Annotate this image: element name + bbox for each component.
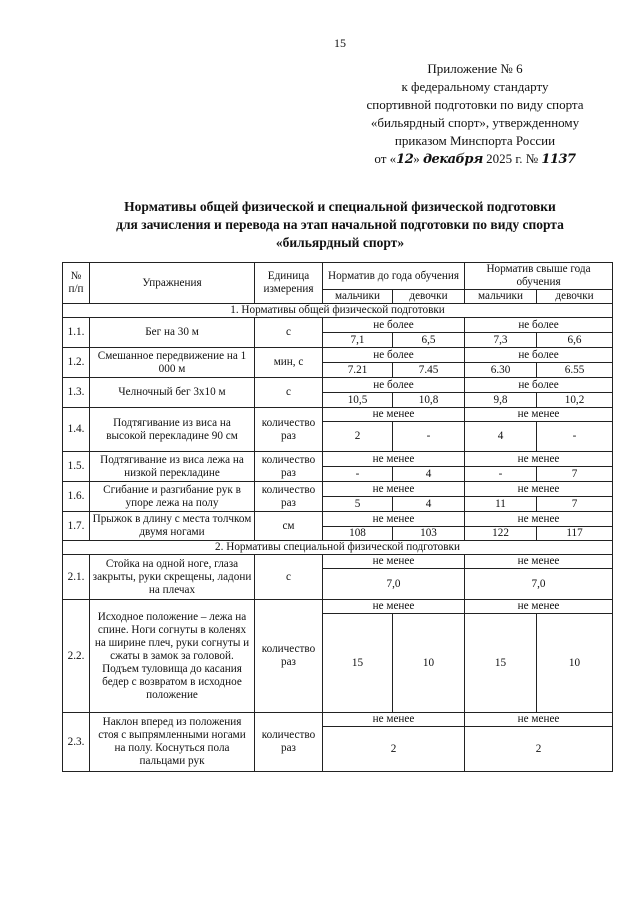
row-unit: количество раз: [255, 452, 323, 482]
row-condition: не менее: [465, 452, 613, 467]
row-condition: не более: [465, 318, 613, 333]
row-condition: не менее: [323, 482, 465, 497]
row-exercise: Смешанное передвижение на 1 000 м: [90, 348, 255, 378]
row-exercise: Челночный бег 3х10 м: [90, 378, 255, 408]
row-num: 1.7.: [63, 512, 90, 541]
row-num: 1.4.: [63, 408, 90, 452]
table-row: [63, 408, 613, 422]
row-condition: не менее: [323, 512, 465, 527]
value-boys-over: 122: [465, 527, 537, 541]
row-condition: не менее: [323, 555, 465, 569]
value-girls-over: 7: [537, 497, 613, 512]
row-unit: см: [255, 512, 323, 541]
section-row: [63, 304, 613, 318]
row-num: 2.3.: [63, 713, 90, 772]
header-unit: Единица измерения: [255, 263, 323, 304]
year-text: 2025 г. №: [482, 151, 542, 166]
value-boys-over: 15: [465, 614, 537, 713]
value-girls-until: 10: [393, 614, 465, 713]
table-row: [63, 482, 613, 497]
handwritten-month: декабря: [423, 152, 483, 167]
value-boys-until: 5: [323, 497, 393, 512]
row-exercise: Стойка на одной ноге, глаза закрыты, руки скрещены, ладони на плечах: [90, 555, 255, 600]
row-condition: не более: [465, 348, 613, 363]
appendix-line: «бильярдный спорт», утвержденному: [370, 115, 580, 130]
table-row: [63, 452, 613, 467]
page-number: 15: [334, 36, 346, 50]
header-girls: девочки: [393, 290, 465, 304]
date-prefix: от «: [374, 151, 397, 166]
value-girls-over: 6.55: [537, 363, 613, 378]
table-row: [63, 512, 613, 527]
row-condition: не менее: [323, 408, 465, 422]
row-num: 2.1.: [63, 555, 90, 600]
row-num: 1.6.: [63, 482, 90, 512]
standards-table: [62, 262, 613, 772]
header-exercise: Упражнения: [90, 263, 255, 304]
section-row: [63, 541, 613, 555]
row-num: 1.3.: [63, 378, 90, 408]
section2-title: 2. Нормативы специальной физической подготовки: [63, 541, 613, 555]
appendix-line: к федеральному стандарту: [401, 79, 549, 94]
row-exercise: Подтягивание из виса лежа на низкой перекладине: [90, 452, 255, 482]
value-boys-over: 11: [465, 497, 537, 512]
row-condition: не менее: [465, 512, 613, 527]
row-condition: не более: [465, 378, 613, 393]
appendix-line: приказом Минспорта России: [394, 133, 556, 148]
row-unit: количество раз: [255, 600, 323, 713]
row-unit: с: [255, 555, 323, 600]
appendix-header: [330, 60, 620, 169]
order-date-line: [330, 150, 620, 169]
appendix-line: Приложение № 6: [427, 61, 523, 76]
value-boys-over: 4: [465, 422, 537, 452]
row-exercise: Сгибание и разгибание рук в упоре лежа на полу: [90, 482, 255, 512]
value-until-merged: 7,0: [323, 569, 465, 600]
row-condition: не менее: [323, 600, 465, 614]
value-girls-over: 6,6: [537, 333, 613, 348]
value-boys-over: 7,3: [465, 333, 537, 348]
row-condition: не менее: [323, 452, 465, 467]
handwritten-day: 12: [396, 152, 414, 167]
value-over-merged: 7,0: [465, 569, 613, 600]
value-girls-over: 117: [537, 527, 613, 541]
value-girls-over: -: [537, 422, 613, 452]
header-boys: мальчики: [323, 290, 393, 304]
title-line: для зачисления и перевода на этап начальной подготовки по виду спорта: [116, 217, 564, 232]
row-unit: количество раз: [255, 713, 323, 772]
row-condition: не более: [323, 378, 465, 393]
table-row: [63, 378, 613, 393]
value-girls-until: 103: [393, 527, 465, 541]
section1-title: 1. Нормативы общей физической подготовки: [63, 304, 613, 318]
value-boys-until: 15: [323, 614, 393, 713]
value-boys-over: 9,8: [465, 393, 537, 408]
title-line: Нормативы общей физической и специальной физической подготовки: [124, 199, 556, 214]
row-exercise: Подтягивание из виса на высокой перекладине 90 см: [90, 408, 255, 452]
value-boys-over: -: [465, 467, 537, 482]
row-exercise: Бег на 30 м: [90, 318, 255, 348]
value-girls-over: 7: [537, 467, 613, 482]
handwritten-order-number: 1137: [541, 152, 576, 167]
value-boys-until: 10,5: [323, 393, 393, 408]
row-unit: мин, с: [255, 348, 323, 378]
header-norm-over-year: Норматив свыше года обучения: [465, 263, 613, 290]
date-mid: »: [413, 151, 424, 166]
value-boys-until: -: [323, 467, 393, 482]
table-row: [63, 713, 613, 727]
row-condition: не менее: [465, 600, 613, 614]
row-exercise: Наклон вперед из положения стоя с выпрямленными ногами на полу. Коснуться пола пальцами рук: [90, 713, 255, 772]
value-girls-over: 10: [537, 614, 613, 713]
row-condition: не менее: [465, 408, 613, 422]
row-unit: количество раз: [255, 408, 323, 452]
row-condition: не менее: [465, 482, 613, 497]
value-boys-until: 2: [323, 422, 393, 452]
value-girls-until: 4: [393, 467, 465, 482]
value-girls-until: 7.45: [393, 363, 465, 378]
table-row: [63, 348, 613, 363]
header-num: № п/п: [63, 263, 90, 304]
row-condition: не более: [323, 348, 465, 363]
table-row: [63, 555, 613, 569]
value-girls-until: 6,5: [393, 333, 465, 348]
header-boys: мальчики: [465, 290, 537, 304]
header-norm-until-year: Норматив до года обучения: [323, 263, 465, 290]
value-boys-until: 7.21: [323, 363, 393, 378]
row-exercise: Прыжок в длину с места толчком двумя ногами: [90, 512, 255, 541]
row-condition: не менее: [323, 713, 465, 727]
table-header-row: [63, 263, 613, 290]
table-row: [63, 600, 613, 614]
document-title: [60, 198, 620, 252]
value-boys-over: 6.30: [465, 363, 537, 378]
title-line: «бильярдный спорт»: [275, 235, 405, 250]
header-girls: девочки: [537, 290, 613, 304]
row-condition: не менее: [465, 713, 613, 727]
value-over-merged: 2: [465, 727, 613, 772]
value-girls-until: -: [393, 422, 465, 452]
row-num: 1.5.: [63, 452, 90, 482]
row-num: 1.1.: [63, 318, 90, 348]
value-girls-until: 4: [393, 497, 465, 512]
value-boys-until: 108: [323, 527, 393, 541]
value-girls-over: 10,2: [537, 393, 613, 408]
value-until-merged: 2: [323, 727, 465, 772]
table-row: [63, 318, 613, 333]
row-unit: с: [255, 378, 323, 408]
row-num: 1.2.: [63, 348, 90, 378]
row-condition: не более: [323, 318, 465, 333]
appendix-line: спортивной подготовки по виду спорта: [366, 97, 584, 112]
value-boys-until: 7,1: [323, 333, 393, 348]
row-exercise: Исходное положение – лежа на спине. Ноги согнуты в коленях на ширине плеч, руки согнуты и сжаты в замок за головой. Подъем туловища до касания бедер с возвратом в исходное положение: [90, 600, 255, 713]
row-condition: не менее: [465, 555, 613, 569]
value-girls-until: 10,8: [393, 393, 465, 408]
row-num: 2.2.: [63, 600, 90, 713]
row-unit: с: [255, 318, 323, 348]
row-unit: количество раз: [255, 482, 323, 512]
